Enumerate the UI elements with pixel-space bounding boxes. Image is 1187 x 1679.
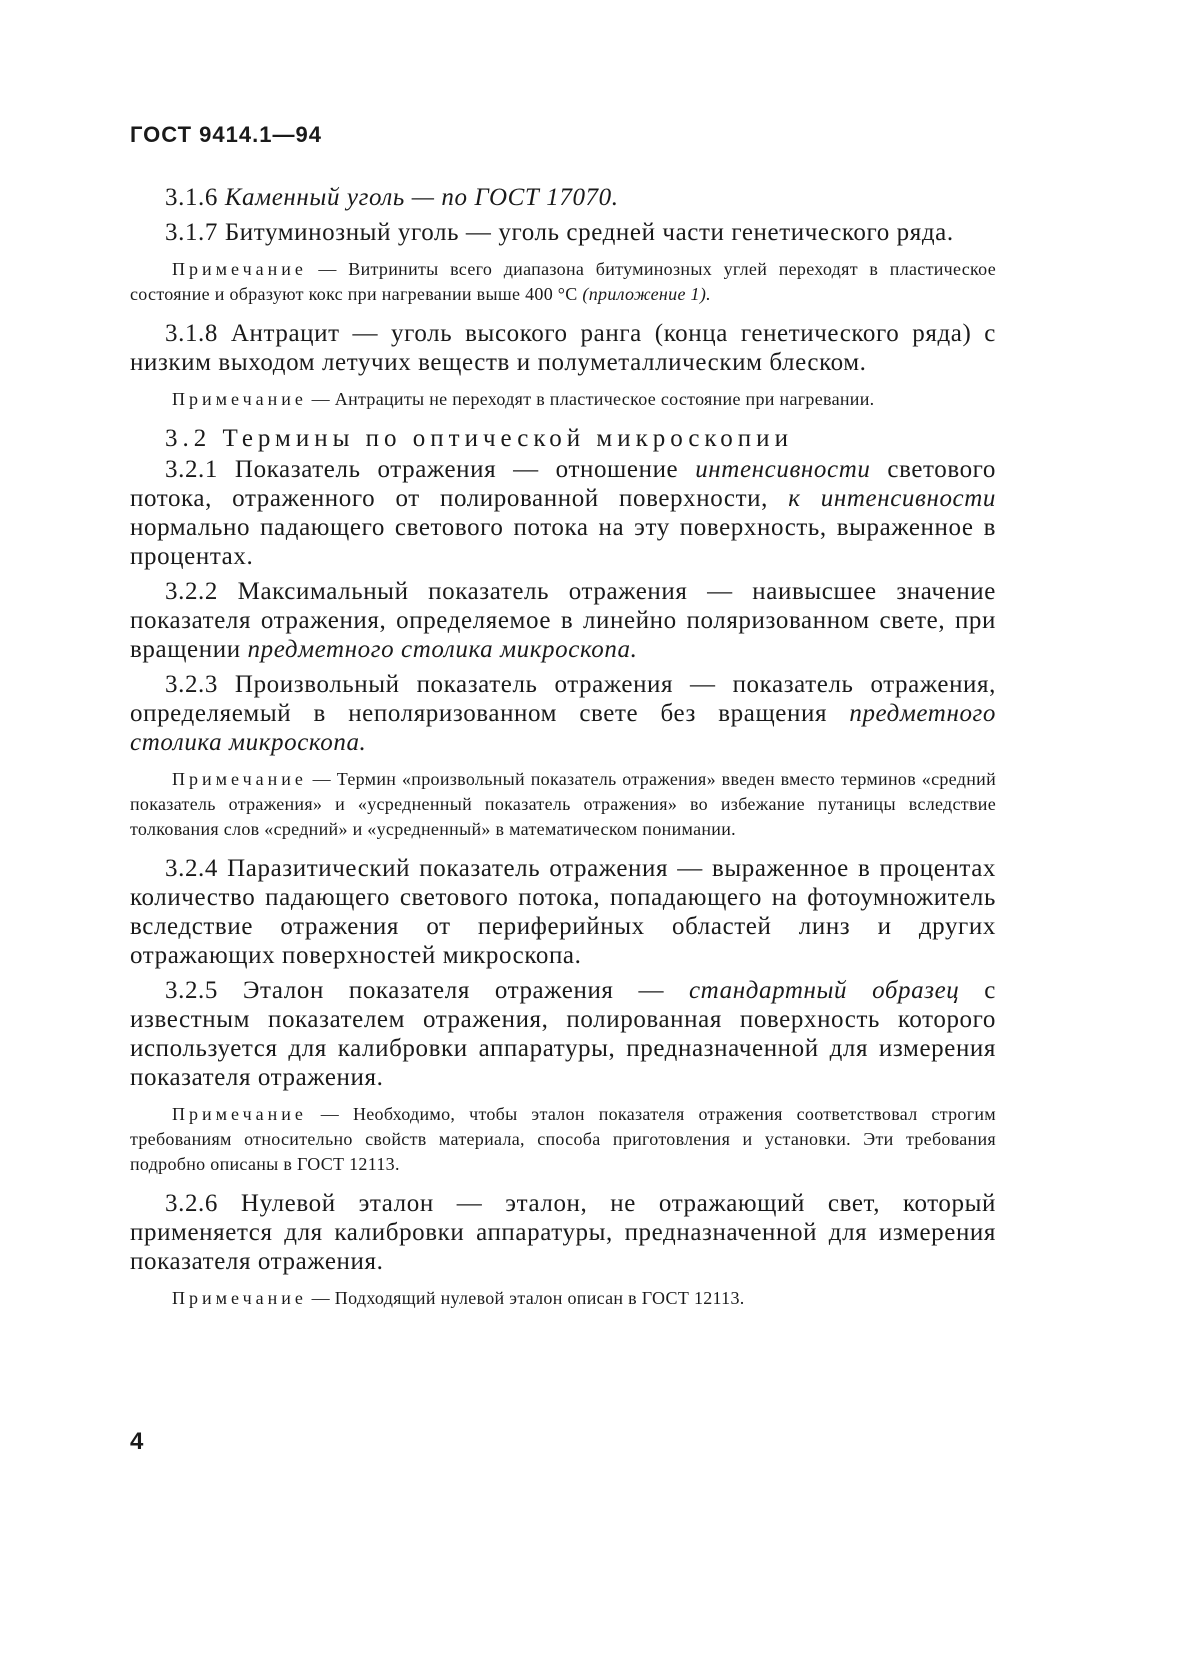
note-label: Примечание: [172, 1104, 307, 1124]
term-paragraph: [130, 183, 996, 212]
term-paragraph: [130, 670, 996, 757]
note-label: Примечание: [172, 1288, 307, 1308]
text-run: нормально падающего светового потока на эту поверхность, выраженное в процентах.: [130, 514, 996, 570]
note-label: Примечание: [172, 769, 307, 789]
note-paragraph: [130, 767, 996, 842]
text-run: — Необходимо, чтобы эталон показателя отражения соответствовал строгим требованиям относительно свойств материала, способа приготовления и установки. Эти требования подробно описаны в ГОСТ 12113.: [130, 1104, 996, 1174]
term-paragraph: [130, 455, 996, 571]
term-paragraph: [130, 976, 996, 1092]
italic-text: интенсивности: [695, 456, 871, 483]
term-paragraph: [130, 218, 996, 247]
note-label: Примечание: [172, 259, 307, 279]
text-run: 3.1.8 Антрацит — уголь высокого ранга (конца генетического ряда) с низким выходом летучих веществ и полуметаллическим блеском.: [130, 320, 996, 376]
text-run: 3.1.6: [165, 184, 225, 211]
italic-text: Каменный уголь — по ГОСТ 17070.: [224, 184, 619, 211]
section-heading: [130, 424, 996, 453]
italic-text: предметного столика микроскопа.: [130, 700, 996, 756]
text-run: 3.2.1 Показатель отражения — отношение: [165, 456, 696, 483]
term-paragraph: [130, 577, 996, 664]
text-run: с известным показателем отражения, полированная поверхность которого используется для калибровки аппаратуры, предназначенной для измерения показателя отражения.: [130, 977, 996, 1091]
term-paragraph: [130, 319, 996, 377]
italic-text: к интенсивности: [788, 485, 996, 512]
term-paragraph: [130, 854, 996, 970]
text-run: 3.2.2 Максимальный показатель отражения — наивысшее значение показателя отражения, определяемое в линейно поляризованном свете, при вращении: [130, 578, 996, 663]
note-paragraph: [130, 1286, 996, 1311]
text-run: — Подходящий нулевой эталон описан в ГОСТ 12113.: [306, 1288, 745, 1308]
text-run: 3.2.5 Эталон показателя отражения —: [165, 977, 689, 1004]
text-run: 3.2.4 Паразитический показатель отражения — выраженное в процентах количество падающего светового потока, попадающего на фотоумножитель вследствие отражения от периферийных областей линз и других отражающих поверхностей микроскопа.: [130, 855, 996, 969]
text-run: — Витриниты всего диапазона битуминозных углей переходят в пластическое состояние и образуют кокс при нагревании выше 400 °С: [130, 259, 996, 304]
note-label: Примечание: [172, 389, 307, 409]
text-run: светового потока, отраженного от полированной поверхности,: [130, 456, 996, 512]
text-run: — Антрациты не переходят в пластическое состояние при нагревании.: [306, 389, 875, 409]
note-paragraph: [130, 387, 996, 412]
text-run: 3.2.3 Произвольный показатель отражения — показатель отражения, определяемый в неполяризованном свете без вращения: [130, 671, 996, 727]
term-paragraph: [130, 1189, 996, 1276]
text-run: 3.1.7 Битуминозный уголь — уголь средней части генетического ряда.: [165, 219, 954, 246]
italic-text: (приложение 1).: [582, 284, 711, 304]
document-body: [130, 183, 996, 1323]
document-header: ГОСТ 9414.1—94: [130, 122, 322, 147]
text-run: 3.2.6 Нулевой эталон — эталон, не отражающий свет, который применяется для калибровки аппаратуры, предназначенной для измерения показателя отражения.: [130, 1190, 996, 1275]
text-run: — Термин «произвольный показатель отражения» введен вместо терминов «средний показатель отражения» и «усредненный показатель отражения» во избежание путаницы вследствие толкования слов «средний» и «усредненный» в математическом понимании.: [130, 769, 996, 839]
italic-text: стандартный образец: [688, 977, 960, 1004]
text-run: 3.2 Термины по оптической микроскопии: [165, 425, 793, 452]
note-paragraph: [130, 257, 996, 307]
page-number: 4: [130, 1428, 144, 1455]
note-paragraph: [130, 1102, 996, 1177]
italic-text: предметного столика микроскопа.: [247, 636, 638, 663]
